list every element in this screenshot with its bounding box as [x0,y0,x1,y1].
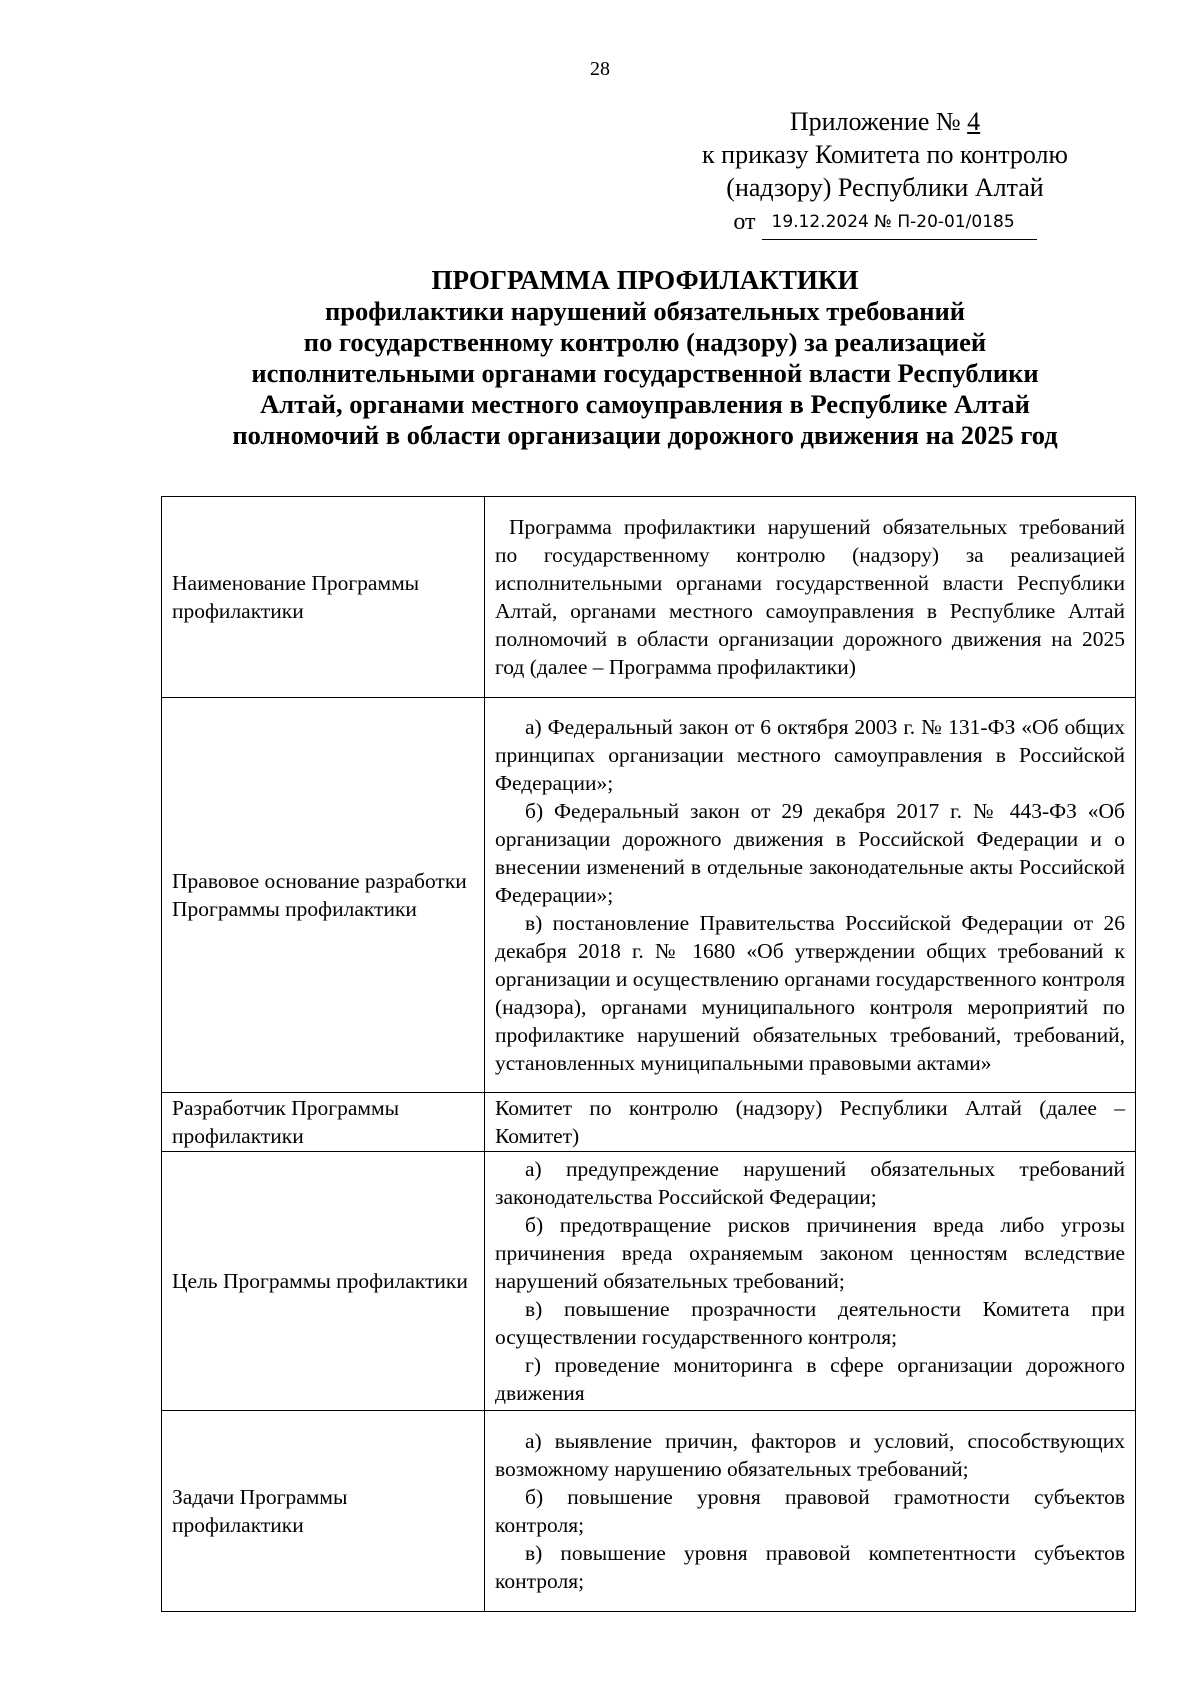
content-paragraph: г) проведение мониторинга в сфере организации дорожного движения [495,1353,1125,1405]
order-date-number: 19.12.2024 № П-20-01/0185 [762,206,1037,240]
row-label: Разработчик Программы профилактики [162,1093,485,1152]
program-passport-table [161,496,1136,1612]
row-content [485,1093,1136,1152]
content-paragraph: б) повышение уровня правовой грамотности субъектов контроля; [495,1485,1125,1537]
title-line: исполнительными органами государственной власти Республики [251,358,1039,388]
content-paragraph: Программа профилактики нарушений обязательных требований по государственному контролю (надзору) за реализацией исполнительными органами государственной власти Республики Алтай, органами местного самоуправления в Республике Алтай полномочий в области организации дорожного движения на 2025 год (далее – Программа профилактики) [495,515,1125,679]
appendix-line-2: к приказу Комитета по контролю [702,140,1068,169]
content-paragraph: а) предупреждение нарушений обязательных требований законодательства Российской Федерации; [495,1157,1125,1209]
content-paragraph: а) выявление причин, факторов и условий, способствующих возможному нарушению обязательных требований; [495,1429,1125,1481]
table-row-legal-basis [162,698,1136,1093]
content-paragraph: б) Федеральный закон от 29 декабря 2017 г. № 443-ФЗ «Об организации дорожного движения в Российской Федерации и о внесении изменений в отдельные законодательные акты Российской Федерации»; [495,799,1125,907]
row-content [485,497,1136,698]
appendix-line-1 [690,105,1080,138]
content-paragraph: в) повышение уровня правовой компетентности субъектов контроля; [495,1541,1125,1593]
content-paragraph: а) Федеральный закон от 6 октября 2003 г. № 131-ФЗ «Об общих принципах организации местного самоуправления в Российской Федерации»; [495,715,1125,795]
title-line: профилактики нарушений обязательных требований [325,296,965,326]
row-label: Наименование Программы профилактики [162,497,485,698]
row-label: Правовое основание разработки Программы профилактики [162,698,485,1093]
appendix-date-line [690,206,1080,240]
title-main: ПРОГРАММА ПРОФИЛАКТИКИ [431,265,859,295]
row-content [485,1411,1136,1612]
title-line: по государственному контролю (надзору) за реализацией [303,327,987,357]
content-paragraph: в) повышение прозрачности деятельности Комитета при осуществлении государственного контроля; [495,1297,1125,1349]
table-row-goal [162,1152,1136,1411]
table-row-tasks [162,1411,1136,1612]
content-paragraph: б) предотвращение рисков причинения вреда либо угрозы причинения вреда охраняемым законом ценностям вследствие нарушений обязательных требований; [495,1213,1125,1293]
content-paragraph: в) постановление Правительства Российской Федерации от 26 декабря 2018 г. № 1680 «Об утверждении общих требований к организации и осуществлению органами государственного контроля (надзора), органами муниципального контроля мероприятий по профилактике нарушений обязательных требований, требований, установленных муниципальными правовыми актами» [495,911,1125,1075]
row-content [485,1152,1136,1411]
title-line: полномочий в области организации дорожного движения на 2025 год [232,420,1058,450]
content-paragraph: Комитет по контролю (надзору) Республики Алтай (далее – Комитет) [495,1096,1125,1148]
appendix-line-3: (надзору) Республики Алтай [726,173,1044,202]
appendix-prefix: Приложение № [789,107,968,136]
document-title [150,265,1140,451]
title-line: Алтай, органами местного самоуправления в Республике Алтай [260,389,1030,419]
date-prefix: от [733,209,762,235]
row-label: Задачи Программы профилактики [162,1411,485,1612]
table-row-developer [162,1093,1136,1152]
appendix-header [690,105,1080,240]
table-row-name [162,497,1136,698]
row-content [485,698,1136,1093]
row-label: Цель Программы профилактики [162,1152,485,1411]
page-number: 28 [590,58,610,80]
appendix-number: 4 [967,107,981,136]
